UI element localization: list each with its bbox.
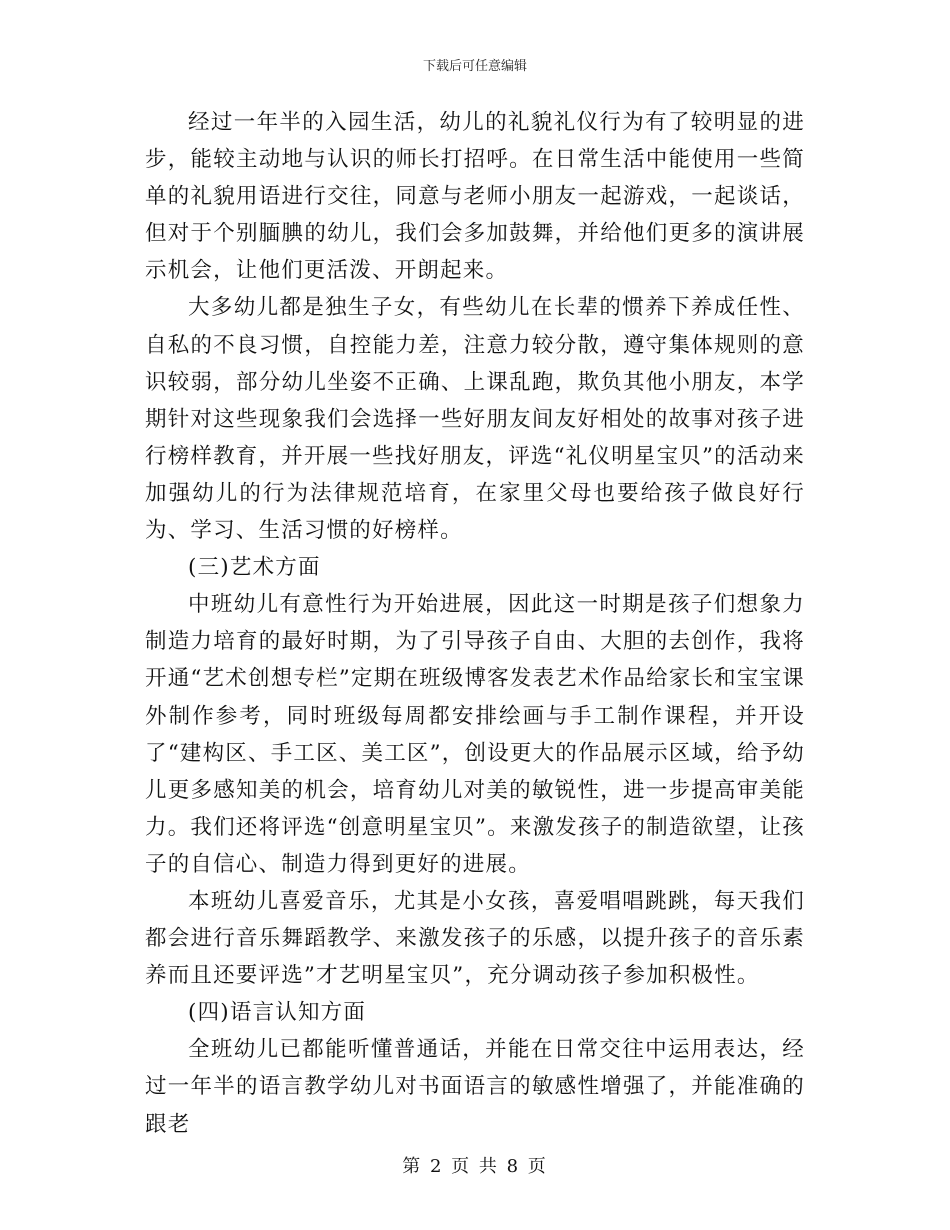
section-heading-art: (三)艺术方面 <box>188 555 321 581</box>
paragraph-etiquette-progress: 经过一年半的入园生活，幼儿的礼貌礼仪行为有了较明显的进步，能较主动地与认识的师长打招呼。在日常生活中能使用一些简单的礼貌用语进行交往，同意与老师小朋友一起游戏，一起谈话，但对于个别腼腆的幼儿，我们会多加鼓舞，并给他们更多的演讲展示机会，让他们更活泼、开朗起来。 <box>145 110 805 284</box>
document-body <box>145 104 805 1143</box>
paragraph-language-cognition: 全班幼儿已都能听懂普通话，并能在日常交往中运用表达，经过一年半的语言教学幼儿对书面语言的敏感性增强了，并能准确的跟老 <box>145 1037 805 1137</box>
page-header: 下载后可任意编辑 <box>422 59 527 74</box>
paragraph-music: 本班幼儿喜爱音乐，尤其是小女孩，喜爱唱唱跳跳，每天我们都会进行音乐舞蹈教学、来激发孩子的乐感，以提升孩子的音乐素养而且还要评选”才艺明星宝贝”，充分调动孩子参加积极性。 <box>145 888 805 989</box>
paragraph-art-creativity: 中班幼儿有意性行为开始进展，因此这一时期是孩子们想象力制造力培育的最好时期，为了引导孩子自由、大胆的去创作，我将开通“艺术创想专栏”定期在班级博客发表艺术作品给家长和宝宝课外制作参考，同时班级每周都安排绘画与手工制作课程，并开设了“建构区、手工区、美工区”，创设更大的作品展示区域，给予幼儿更多感知美的机会，培育幼儿对美的敏锐性，进一步提高审美能力。我们还将评选“创意明星宝贝”。来激发孩子的制造欲望，让孩子的自信心、制造力得到更好的进展。 <box>145 592 805 877</box>
section-heading-language: (四)语言认知方面 <box>188 1000 367 1026</box>
page-number-footer: 第 2 页 共 8 页 <box>402 1156 548 1177</box>
paragraph-behavior-habits: 大多幼儿都是独生子女，有些幼儿在长辈的惯养下养成任性、自私的不良习惯，自控能力差，注意力较分散，遵守集体规则的意识较弱，部分幼儿坐姿不正确、上课乱跑，欺负其他小朋友，本学期针对这些现象我们会选择一些好朋友间友好相处的故事对孩子进行榜样教育，并开展一些找好朋友，评选“礼仪明星宝贝”的活动来加强幼儿的行为法律规范培育，在家里父母也要给孩子做良好行为、学习、生活习惯的好榜样。 <box>145 295 805 544</box>
